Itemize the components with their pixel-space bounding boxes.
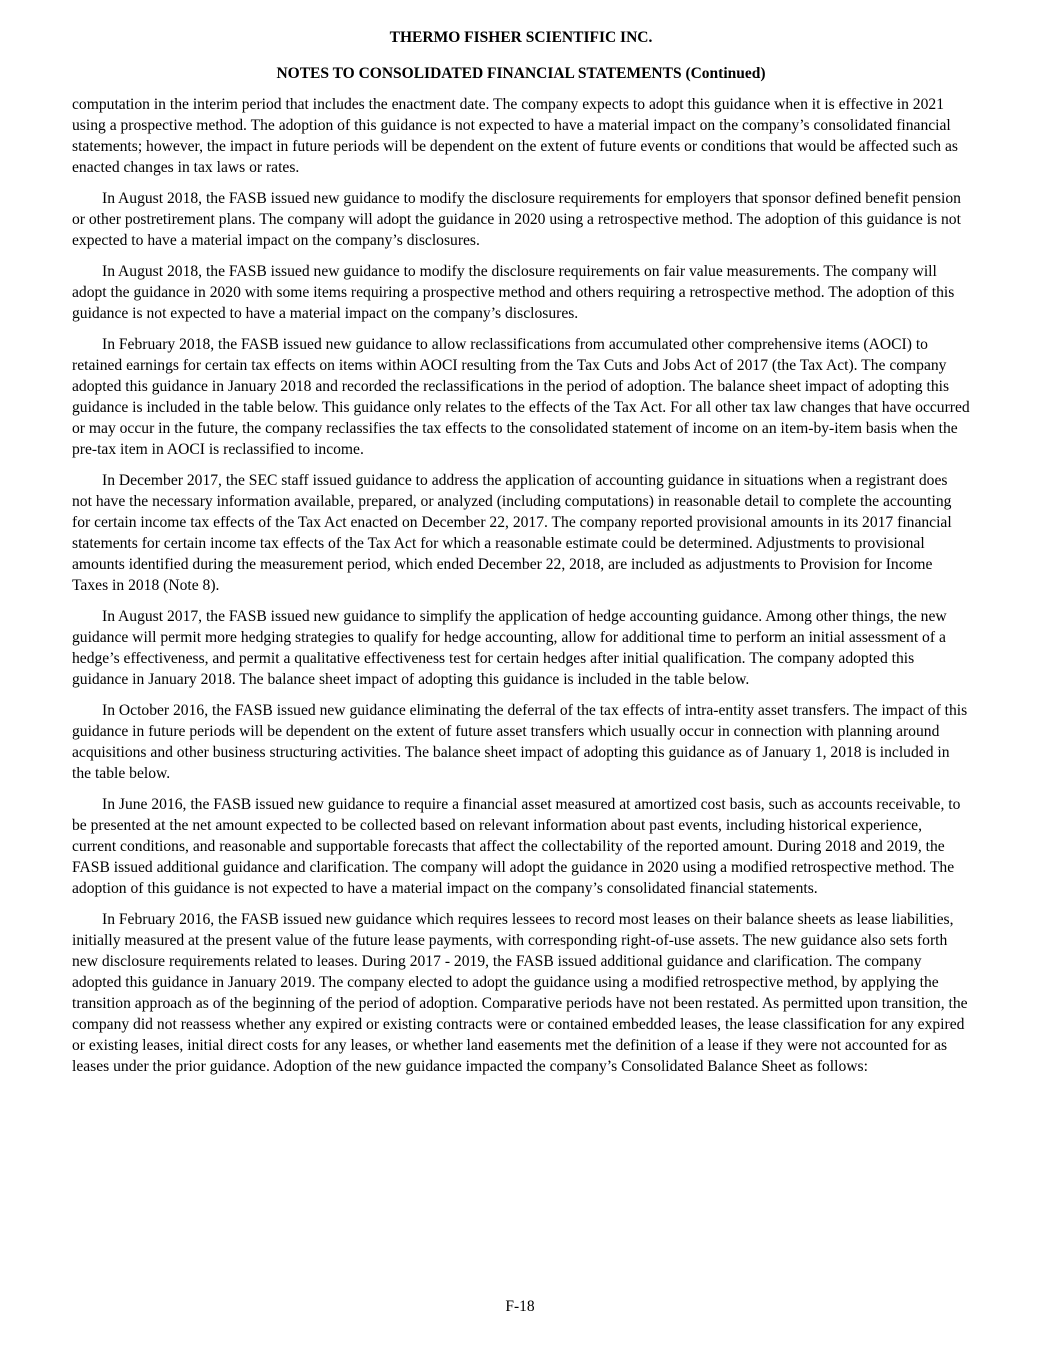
paragraph-intra-entity: In October 2016, the FASB issued new guidance eliminating the deferral of the tax effects of intra-entity asset transfers. The impact of this guidance in future periods will be dependent on the extent of future asset transfers which usually occur in connection with planning around acquisitions and other business structuring activities. The balance sheet impact of adopting this guidance as of January 1, 2018 is included in the table below. [72, 702, 968, 782]
paragraph-aoci: In February 2018, the FASB issued new guidance to allow reclassifications from accumulated other comprehensive items (AOCI) to retained earnings for certain tax effects on items within AOCI resulting from the Tax Cuts and Jobs Act of 2017 (the Tax Act). The company adopted this guidance in January 2018 and recorded the reclassifications in the period of adoption. The balance sheet impact of adopting this guidance is included in the table below. This guidance only relates to the effects of the Tax Act. For all other tax law changes that have occurred or may occur in the future, the company reclassifies the tax effects to the consolidated statement of income on an item-by-item basis when the pre-tax item in AOCI is reclassified to income. [72, 336, 970, 458]
paragraph-credit-losses: In June 2016, the FASB issued new guidance to require a financial asset measured at amortized cost basis, such as accounts receivable, to be presented at the net amount expected to be collected based on relevant information about past events, including historical experience, current conditions, and reasonable and supportable forecasts that affect the collectability of the reported amount. During 2018 and 2019, the FASB issued additional guidance and clarification. The company will adopt the guidance in 2020 using a modified retrospective method. The adoption of this guidance is not expected to have a material impact on the company’s consolidated financial statements. [72, 796, 961, 897]
paragraph-sec-guidance: In December 2017, the SEC staff issued guidance to address the application of accounting guidance in situations when a registrant does not have the necessary information available, prepared, or analyzed (including computations) in reasonable detail to complete the accounting for certain income tax effects of the Tax Act enacted on December 22, 2017. The company reported provisional amounts in its 2017 financial statements for certain income tax effects of the Tax Act for which a reasonable estimate could be determined. Adjustments to provisional amounts identified during the measurement period, which ended December 22, 2018, are included as adjustments to Provision for Income Taxes in 2018 (Note 8). [72, 472, 952, 594]
paragraph-leases: In February 2016, the FASB issued new guidance which requires lessees to record most leases on their balance sheets as lease liabilities, initially measured at the present value of the future lease payments, with corresponding right-of-use assets. The new guidance also sets forth new disclosure requirements related to leases. During 2017 - 2019, the FASB issued additional guidance and clarification. The company adopted this guidance in January 2019. The company elected to adopt the guidance using a modified retrospective method, by applying the transition approach as of the beginning of the period of adoption. Comparative periods have not been restated. As permitted upon transition, the company did not reassess whether any expired or existing contracts were or contained embedded leases, the lease classification for any expired or existing leases, initial direct costs for any leases, or whether land easements met the definition of a lease if they were not accounted for as leases under the prior guidance. Adoption of the new guidance impacted the company’s Consolidated Balance Sheet as follows: [72, 911, 968, 1075]
paragraph-pension-disclosure: In August 2018, the FASB issued new guidance to modify the disclosure requirements for employers that sponsor defined benefit pension or other postretirement plans. The company will adopt the guidance in 2020 using a retrospective method. The adoption of this guidance is not expected to have a material impact on the company’s disclosures. [72, 190, 961, 249]
page-title: NOTES TO CONSOLIDATED FINANCIAL STATEMENTS (Continued) [276, 65, 766, 82]
paragraph-hedge-accounting: In August 2017, the FASB issued new guidance to simplify the application of hedge accounting guidance. Among other things, the new guidance will permit more hedging strategies to qualify for hedge accounting, allow for additional time to perform an initial assessment of a hedge’s effectiveness, and permit a qualitative effectiveness test for certain hedges after initial qualification. The company adopted this guidance in January 2018. The balance sheet impact of adopting this guidance is included in the table below. [72, 608, 947, 688]
paragraph-fair-value: In August 2018, the FASB issued new guidance to modify the disclosure requirements on fair value measurements. The company will adopt the guidance in 2020 with some items requiring a prospective method and others requiring a retrospective method. The adoption of this guidance is not expected to have a material impact on the company’s disclosures. [72, 263, 955, 322]
paragraph-continued: computation in the interim period that includes the enactment date. The company expects to adopt this guidance when it is effective in 2021 using a prospective method. The adoption of this guidance is not expected to have a material impact on the company’s consolidated financial statements; however, the impact in future periods will be dependent on the extent of future events or conditions that would be affected such as enacted changes in tax laws or rates. [72, 96, 958, 176]
company-name: THERMO FISHER SCIENTIFIC INC. [389, 29, 653, 46]
body-text [72, 94, 970, 1077]
page-number: F-18 [505, 1298, 535, 1315]
document-page [72, 28, 970, 1087]
